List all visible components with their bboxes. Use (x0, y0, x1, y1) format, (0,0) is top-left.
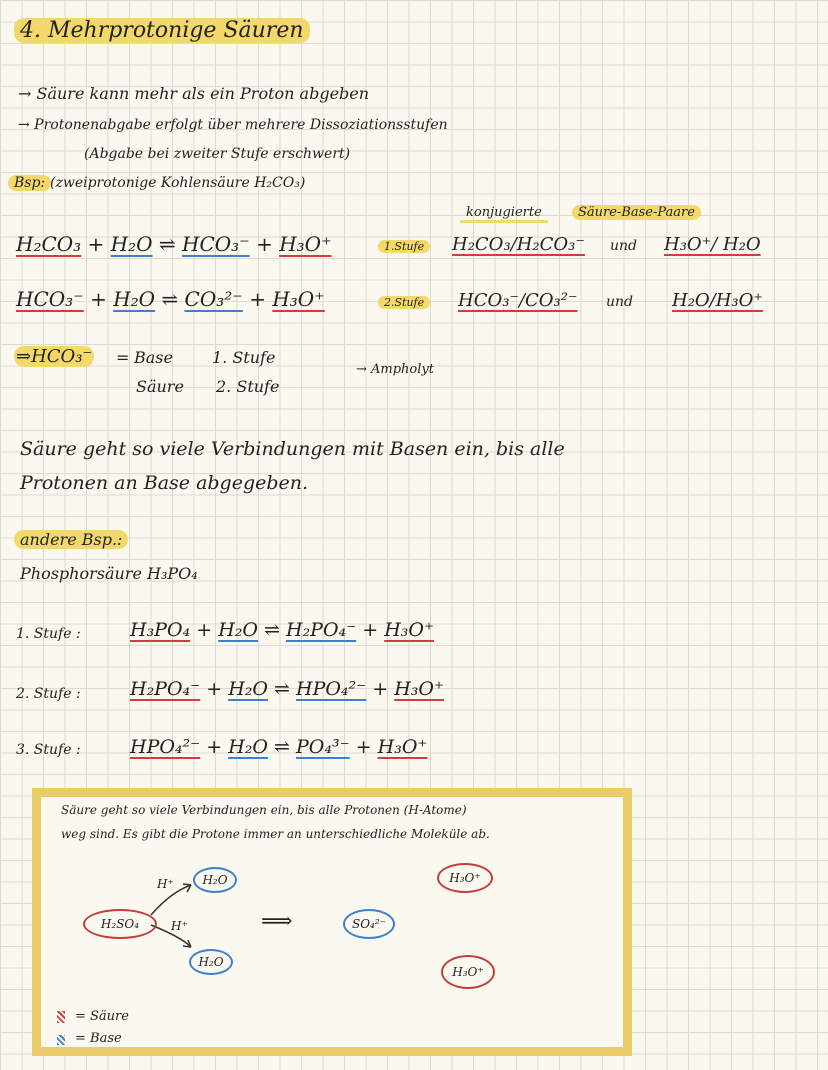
box-line-2: weg sind. Es gibt die Protone immer an unterschiedliche Moleküle ab. (61, 827, 490, 841)
page-title: 4. Mehrprotonige Säuren (14, 18, 310, 43)
stufe-1-reaction (130, 619, 434, 641)
other-name: Phosphorsäure H₃PO₄ (20, 564, 198, 583)
s1-p2: + (362, 619, 379, 641)
r1-lhs1: H₂CO₃ (16, 232, 82, 256)
reaction-1 (16, 232, 332, 256)
intro-line-3: (Abgabe bei zweiter Stufe erschwert) (84, 146, 351, 162)
stufe-3-label: 3. Stufe : (16, 742, 81, 758)
s2-p1: + (206, 678, 223, 700)
r2-plus2: + (249, 287, 266, 311)
r2-lhs2: H₂O (113, 287, 156, 311)
sentence-line-1: Säure geht so viele Verbindungen mit Basen ein, bis alle (20, 438, 565, 460)
s1-p1: + (196, 619, 213, 641)
r2-rhs1: CO₃²⁻ (184, 287, 243, 311)
summary-box (32, 788, 632, 1056)
s2-p2: + (372, 678, 389, 700)
other-label: andere Bsp.: (14, 530, 128, 549)
r1-rhs1: HCO₃⁻ (182, 232, 250, 256)
s1-d: H₃O⁺ (384, 619, 434, 641)
s3-arrow: ⇌ (274, 736, 290, 758)
s2-c: HPO₄²⁻ (296, 678, 367, 700)
r2-pair1: HCO₃⁻/CO₃²⁻ (458, 290, 578, 311)
stufe-1-label: 1. Stufe : (16, 626, 81, 642)
h2o-top-bubble: H₂O (193, 867, 237, 893)
r2-plus1: + (90, 287, 107, 311)
h2o-bottom-bubble: H₂O (189, 949, 233, 975)
s3-p2: + (355, 736, 372, 758)
intro-line-1: → Säure kann mehr als ein Proton abgeben (18, 84, 370, 103)
conclusion-eq: = (116, 348, 130, 367)
legend-base: = Base (75, 1031, 122, 1046)
s2-b: H₂O (228, 678, 268, 700)
ampholyt: → Ampholyt (356, 362, 434, 377)
legend-acid: = Säure (75, 1009, 129, 1024)
box-line-1: Säure geht so viele Verbindungen ein, bis alle Protonen (H-Atome) (61, 803, 467, 817)
r1-plus1: + (87, 232, 105, 256)
so4-bubble: SO₄²⁻ (343, 909, 395, 939)
s2-arrow: ⇌ (274, 678, 290, 700)
s3-p1: + (206, 736, 223, 758)
s1-c: H₂PO₄⁻ (285, 619, 357, 641)
conjugate-header: konjugierte (460, 205, 548, 220)
intro-line-2: → Protonenabgabe erfolgt über mehrere Dissoziationsstufen (18, 117, 448, 133)
r1-pair2: H₃O⁺/ H₂O (664, 234, 761, 255)
big-arrow: ⟹ (261, 909, 293, 934)
s3-b: H₂O (228, 736, 268, 758)
r1-lhs2: H₂O (110, 232, 153, 256)
conclusion-saure: Säure (136, 377, 184, 396)
r2-stage: 2.Stufe (378, 296, 430, 309)
conclusion-prefix: ⇒HCO₃⁻ (16, 346, 93, 367)
conclusion-base: Base (134, 348, 173, 367)
r1-plus2: + (256, 232, 273, 256)
legend-acid-swatch (57, 1011, 65, 1023)
stufe-2-label: 2. Stufe : (16, 686, 81, 702)
bsp-text: (zweiprotonige Kohlensäure H₂CO₃) (50, 175, 306, 191)
h2so4-bubble: H₂SO₄ (83, 909, 157, 939)
stufe-3-reaction (130, 736, 427, 758)
r2-pair2: H₂O/H₃O⁺ (672, 290, 763, 311)
conclusion-stage2: 2. Stufe (216, 377, 280, 396)
h-plus-bottom: H⁺ (171, 919, 188, 933)
s1-a: H₃PO₄ (130, 619, 191, 641)
r2-arrow: ⇌ (161, 287, 179, 311)
bsp-label: Bsp: (8, 175, 51, 191)
conjugate-header-2: Säure-Base-Paare (572, 205, 701, 220)
s3-c: PO₄³⁻ (296, 736, 350, 758)
r2-und: und (606, 294, 633, 310)
s3-a: HPO₄²⁻ (130, 736, 201, 758)
s1-arrow: ⇌ (264, 619, 280, 641)
legend-base-swatch (57, 1035, 65, 1045)
s2-a: H₂PO₄⁻ (130, 678, 201, 700)
h3o-top-bubble: H₃O⁺ (437, 863, 493, 893)
r1-stage: 1.Stufe (378, 240, 430, 253)
conclusion-stage1: 1. Stufe (212, 348, 276, 367)
sentence-line-2: Protonen an Base abgegeben. (20, 472, 309, 494)
s1-b: H₂O (218, 619, 258, 641)
s3-d: H₃O⁺ (377, 736, 428, 758)
r1-rhs2: H₃O⁺ (279, 232, 332, 256)
r1-arrow: ⇌ (158, 232, 176, 256)
r1-und: und (610, 238, 637, 254)
h-plus-top: H⁺ (157, 877, 174, 891)
stufe-2-reaction (130, 678, 444, 700)
r1-pair1: H₂CO₃/H₂CO₃⁻ (452, 234, 585, 255)
s2-d: H₃O⁺ (394, 678, 445, 700)
h3o-bottom-bubble: H₃O⁺ (441, 955, 495, 989)
r2-lhs1: HCO₃⁻ (16, 287, 84, 311)
r2-rhs2: H₃O⁺ (272, 287, 325, 311)
reaction-2 (16, 287, 325, 311)
